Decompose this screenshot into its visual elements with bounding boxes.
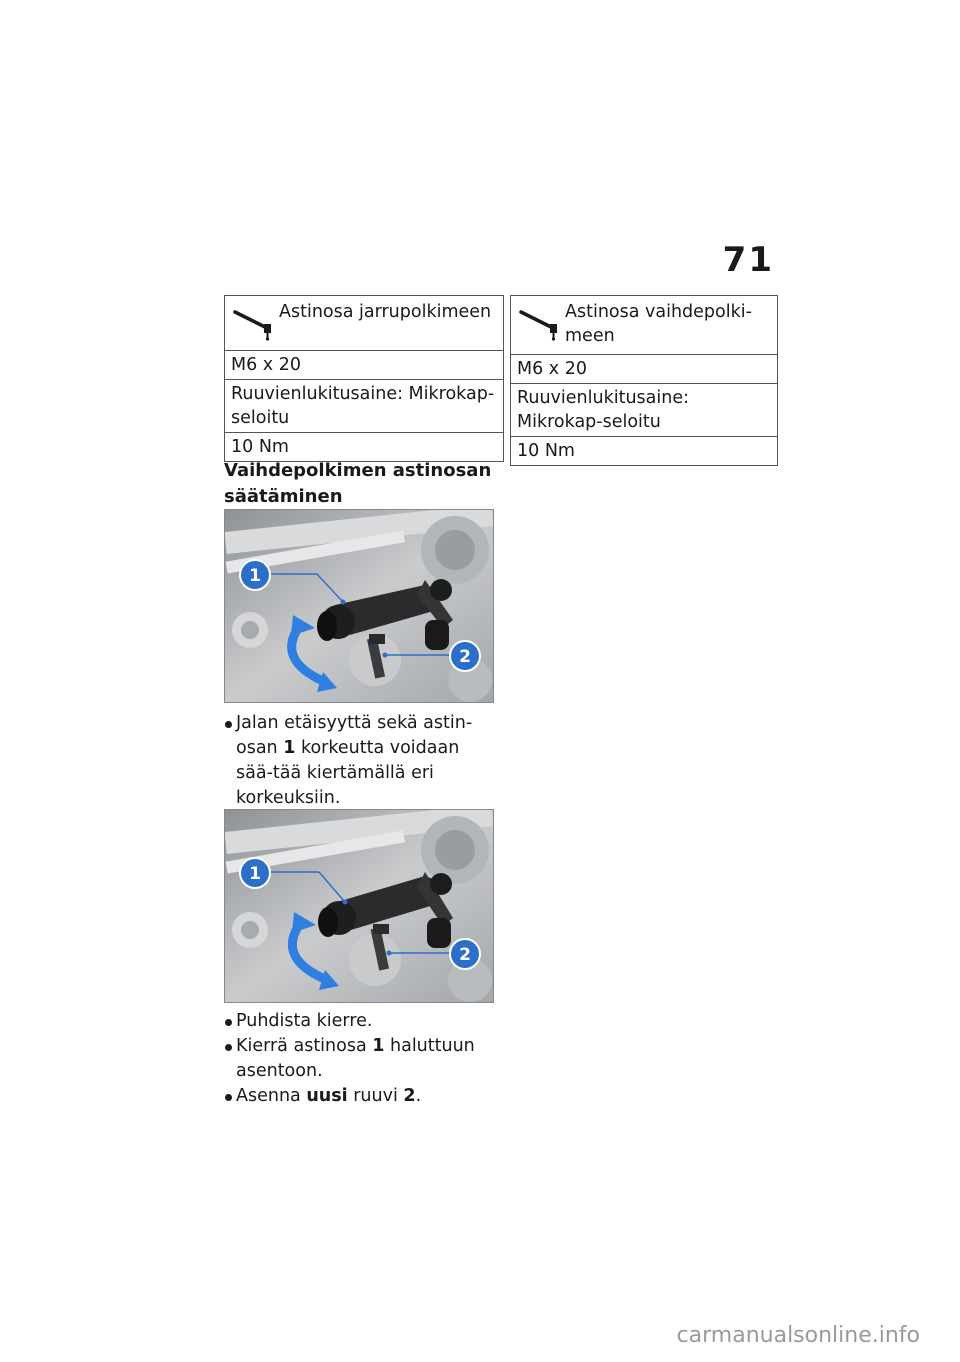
torque-wrench-icon [231,302,277,342]
callout-1: 1 [249,864,261,884]
figure-gear-pedal-adjust-1 [224,509,494,703]
page-number: 71 [722,240,774,280]
step-item: Asenna uusi ruuvi 2. [224,1084,496,1109]
step-item: Jalan etäisyyttä sekä astin-osan 1 korkeutta voidaan sää-tää kiertämällä eri korkeuksiin. [224,711,496,811]
spec-heading: Astinosa jarrupolkimeen [279,302,492,322]
spec-locking-agent: Ruuvienlukitusaine: Mikrokap-seloitu [511,384,778,437]
spec-torque: 10 Nm [511,437,778,466]
callout-2: 2 [459,945,471,965]
spec-table-gear-pedal [510,295,778,466]
callout-2: 2 [459,647,471,667]
spec-size: M6 x 20 [225,351,504,380]
watermark-footer: carmanualsonline.info [676,1323,920,1348]
callout-1: 1 [249,566,261,586]
section-title: Vaihdepolkimen astinosan säätäminen [224,460,492,507]
step-item: Kierrä astinosa 1 haluttuun asentoon. [224,1034,496,1084]
spec-heading-cell [225,296,504,351]
spec-heading-cell [511,296,778,355]
steps-list-2 [224,1009,496,1109]
spec-table-brake-pedal [224,295,504,462]
figure-gear-pedal-adjust-2 [224,809,494,1003]
spec-torque: 10 Nm [225,433,504,462]
spec-locking-agent: Ruuvienlukitusaine: Mikrokap-seloitu [225,380,504,433]
spec-size: M6 x 20 [511,355,778,384]
spec-heading: Astinosa vaihdepolki-meen [565,302,752,346]
step-item: Puhdista kierre. [224,1009,496,1034]
torque-wrench-icon [517,302,563,342]
